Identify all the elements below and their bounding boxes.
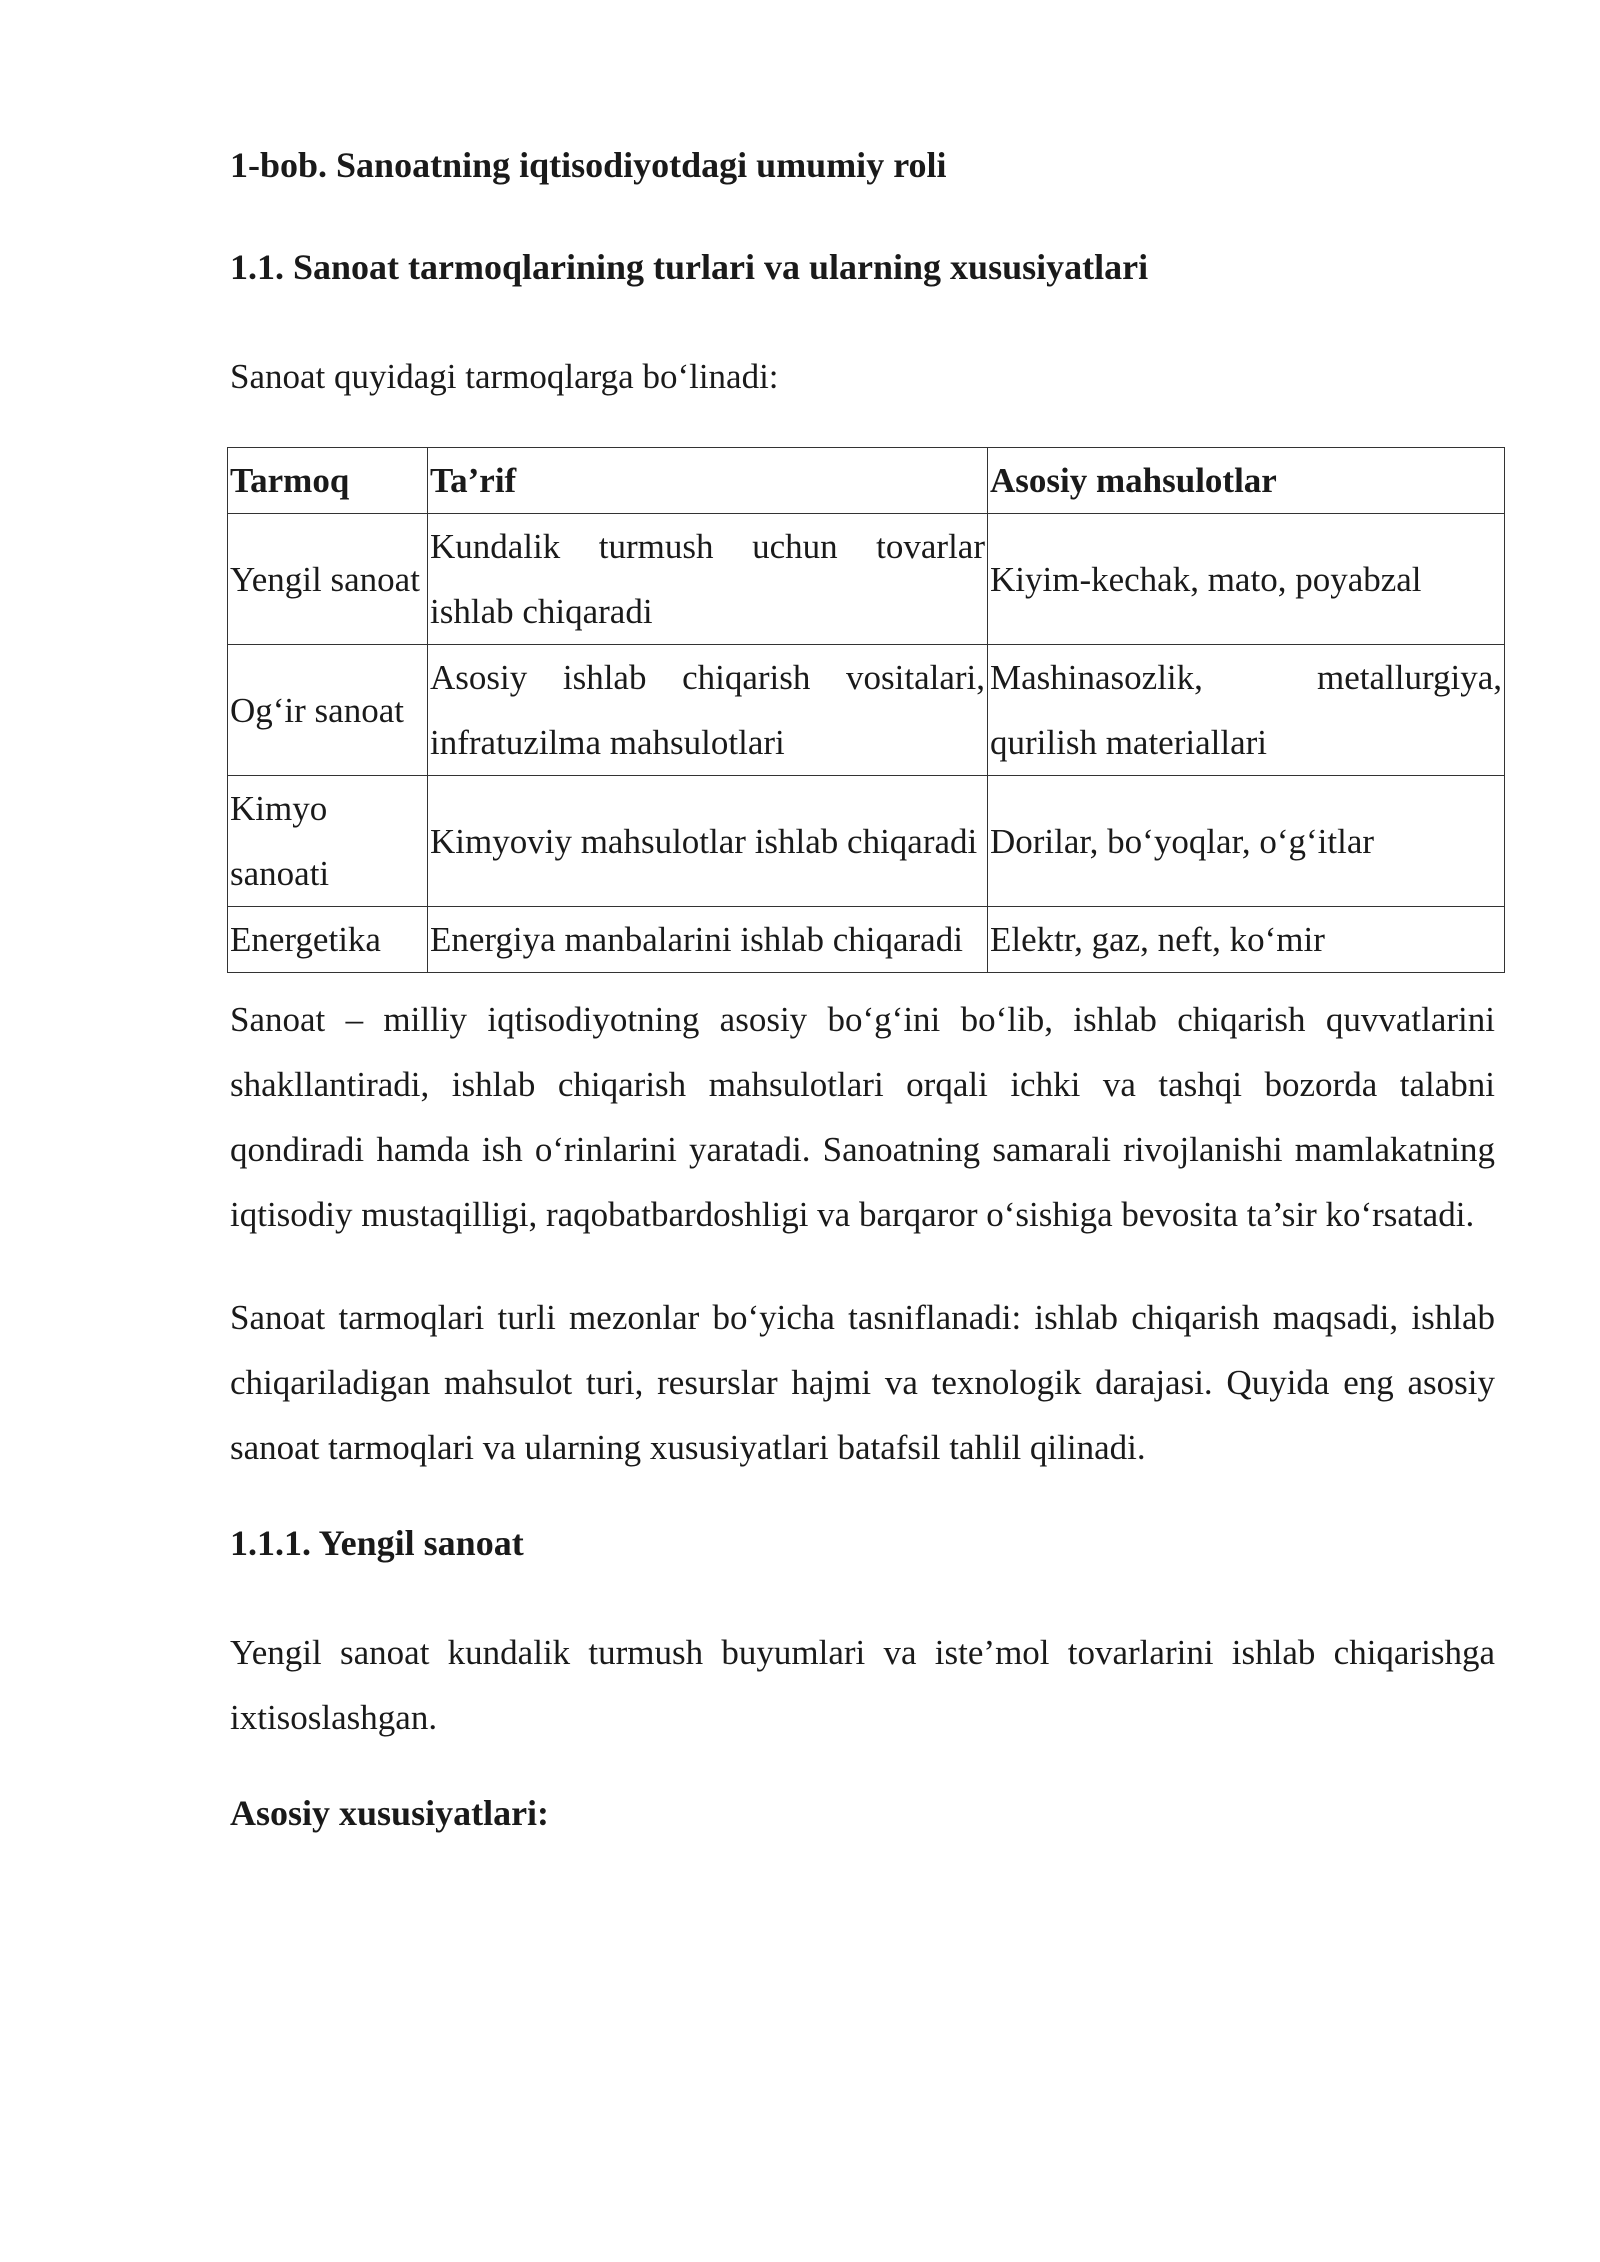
- chapter-title: 1-bob. Sanoatning iqtisodiyotdagi umumiy roli: [230, 145, 947, 185]
- body-paragraph: Sanoat – milliy iqtisodiyotning asosiy bo‘g‘ini bo‘lib, ishlab chiqarish quvvatlarini shakllantiradi, ishlab chiqarish mahsulotlari orqali ichki va tashqi bozorda talabni qondiradi hamda ish o‘rinlarini yaratadi. Sanoatning samarali rivojlanishi mamlakatning iqtisodiy mustaqilligi, raqobatbardoshligi va barqaror o‘sishiga bevosita ta’sir ko‘rsatadi.: [230, 1000, 1495, 1234]
- intro-text: Sanoat quyidagi tarmoqlarga bo‘linadi:: [230, 357, 779, 396]
- industry-table: [227, 447, 1505, 973]
- table-row: [228, 514, 1505, 645]
- table-cell-description: Kundalik turmush uchun tovarlar ishlab chiqaradi: [428, 514, 988, 645]
- table-cell-description: Energiya manbalarini ishlab chiqaradi: [428, 907, 988, 973]
- table-cell-description: Kimyoviy mahsulotlar ishlab chiqaradi: [428, 776, 988, 907]
- table-header-cell: Asosiy mahsulotlar: [988, 448, 1505, 514]
- table-cell-products: Dorilar, bo‘yoqlar, o‘g‘itlar: [988, 776, 1505, 907]
- table-cell-branch: Energetika: [228, 907, 428, 973]
- table-cell-description: Asosiy ishlab chiqarish vositalari, infratuzilma mahsulotlari: [428, 645, 988, 776]
- section-title: 1.1. Sanoat tarmoqlarining turlari va ularning xususiyatlari: [230, 247, 1149, 287]
- subsection-title: 1.1.1. Yengil sanoat: [230, 1523, 524, 1563]
- table-cell-products: Elektr, gaz, neft, ko‘mir: [988, 907, 1505, 973]
- document-page: [230, 140, 1502, 1838]
- table-row: [228, 645, 1505, 776]
- table-cell-products: Mashinasozlik, metallurgiya, qurilish materiallari: [988, 645, 1505, 776]
- table-cell-products: Kiyim-kechak, mato, poyabzal: [988, 514, 1505, 645]
- features-label: Asosiy xususiyatlari:: [230, 1793, 550, 1833]
- table-cell-branch: Og‘ir sanoat: [228, 645, 428, 776]
- table-cell-branch: Kimyo sanoati: [228, 776, 428, 907]
- table-row: [228, 907, 1505, 973]
- table-header-row: [228, 448, 1505, 514]
- table-header-cell: Ta’rif: [428, 448, 988, 514]
- table-cell-branch: Yengil sanoat: [228, 514, 428, 645]
- table-header-cell: Tarmoq: [228, 448, 428, 514]
- body-paragraph: Yengil sanoat kundalik turmush buyumlari va iste’mol tovarlarini ishlab chiqarishga ixtisoslashgan.: [230, 1633, 1495, 1737]
- body-paragraph: Sanoat tarmoqlari turli mezonlar bo‘yicha tasniflanadi: ishlab chiqarish maqsadi, ishlab chiqariladigan mahsulot turi, resurslar hajmi va texnologik darajasi. Quyida eng asosiy sanoat tarmoqlari va ularning xususiyatlari batafsil tahlil qilinadi.: [230, 1298, 1495, 1467]
- table-row: [228, 776, 1505, 907]
